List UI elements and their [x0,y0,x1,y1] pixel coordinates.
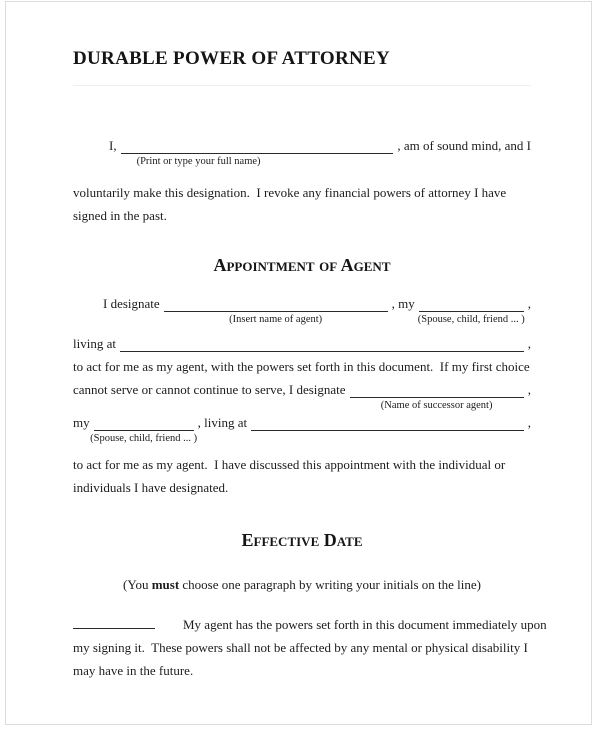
designate-pre-text: I designate [103,296,160,311]
successor-relationship-caption: (Spouse, child, friend ... ) [90,433,198,444]
principal-name-blank[interactable] [121,134,394,167]
successor-line [73,378,531,411]
closing-line-1: to act for me as my agent. I have discussed this appointment with the individual or [73,457,506,472]
my-mid-text: , living at [197,415,248,430]
opening-pre-text: I, [109,138,117,153]
designate-end-text: , [527,296,531,311]
initials-blank[interactable] [73,615,155,629]
appointment-heading: Appointment of Agent [213,255,391,275]
successor-end-text: , [527,382,531,397]
opening-post-text: , am of sound mind, and I [397,138,531,153]
successor-relation-line [73,411,531,444]
initials-paragraph-line-1 [73,613,547,636]
my-end-text: , [527,415,531,430]
my-pre-text: my [73,415,90,430]
instruction-must-text: must [151,577,180,592]
instruction-post-text: choose one paragraph by writing your initials on the line) [179,577,481,592]
living-at-line [73,332,531,355]
initials-paragraph-line-2: my signing it. These powers shall not be affected by any mental or physical disability I [73,640,528,655]
document-title: DURABLE POWER OF ATTORNEY [73,48,531,86]
agent-relationship-blank[interactable] [417,292,525,325]
initials-paragraph-line-3: may have in the future. [73,663,194,678]
designate-line [73,292,531,325]
agent-address-blank[interactable] [120,332,524,352]
agent-name-caption: (Insert name of agent) [229,314,323,325]
effective-date-heading: Effective Date [241,530,363,550]
document-page [5,1,592,725]
instruction-line [73,573,531,596]
successor-agent-name-blank[interactable] [350,378,524,411]
living-pre-text: living at [73,336,116,351]
agent-name-blank[interactable] [164,292,388,325]
successor-pre-text: cannot serve or cannot continue to serve, I designate [73,382,346,397]
successor-relationship-blank[interactable] [90,411,198,444]
living-end-text: , [527,336,531,351]
instruction-pre-text: (You [123,577,152,592]
opening-body-line-1: voluntarily make this designation. I revoke any financial powers of attorney I have [73,185,507,200]
powers-line: to act for me as my agent, with the powers set forth in this document. If my first choice [73,359,530,374]
agent-relationship-caption: (Spouse, child, friend ... ) [417,314,525,325]
successor-address-blank[interactable] [251,411,524,431]
print-name-caption: (Print or type your full name) [136,156,261,167]
designate-mid-text: , my [391,296,415,311]
closing-line-2: individuals I have designated. [73,480,229,495]
opening-body-line-2: signed in the past. [73,208,167,223]
opening-line [73,134,531,167]
successor-name-caption: (Name of successor agent) [380,400,493,411]
para-text-1: My agent has the powers set forth in this document immediately upon [183,617,547,632]
